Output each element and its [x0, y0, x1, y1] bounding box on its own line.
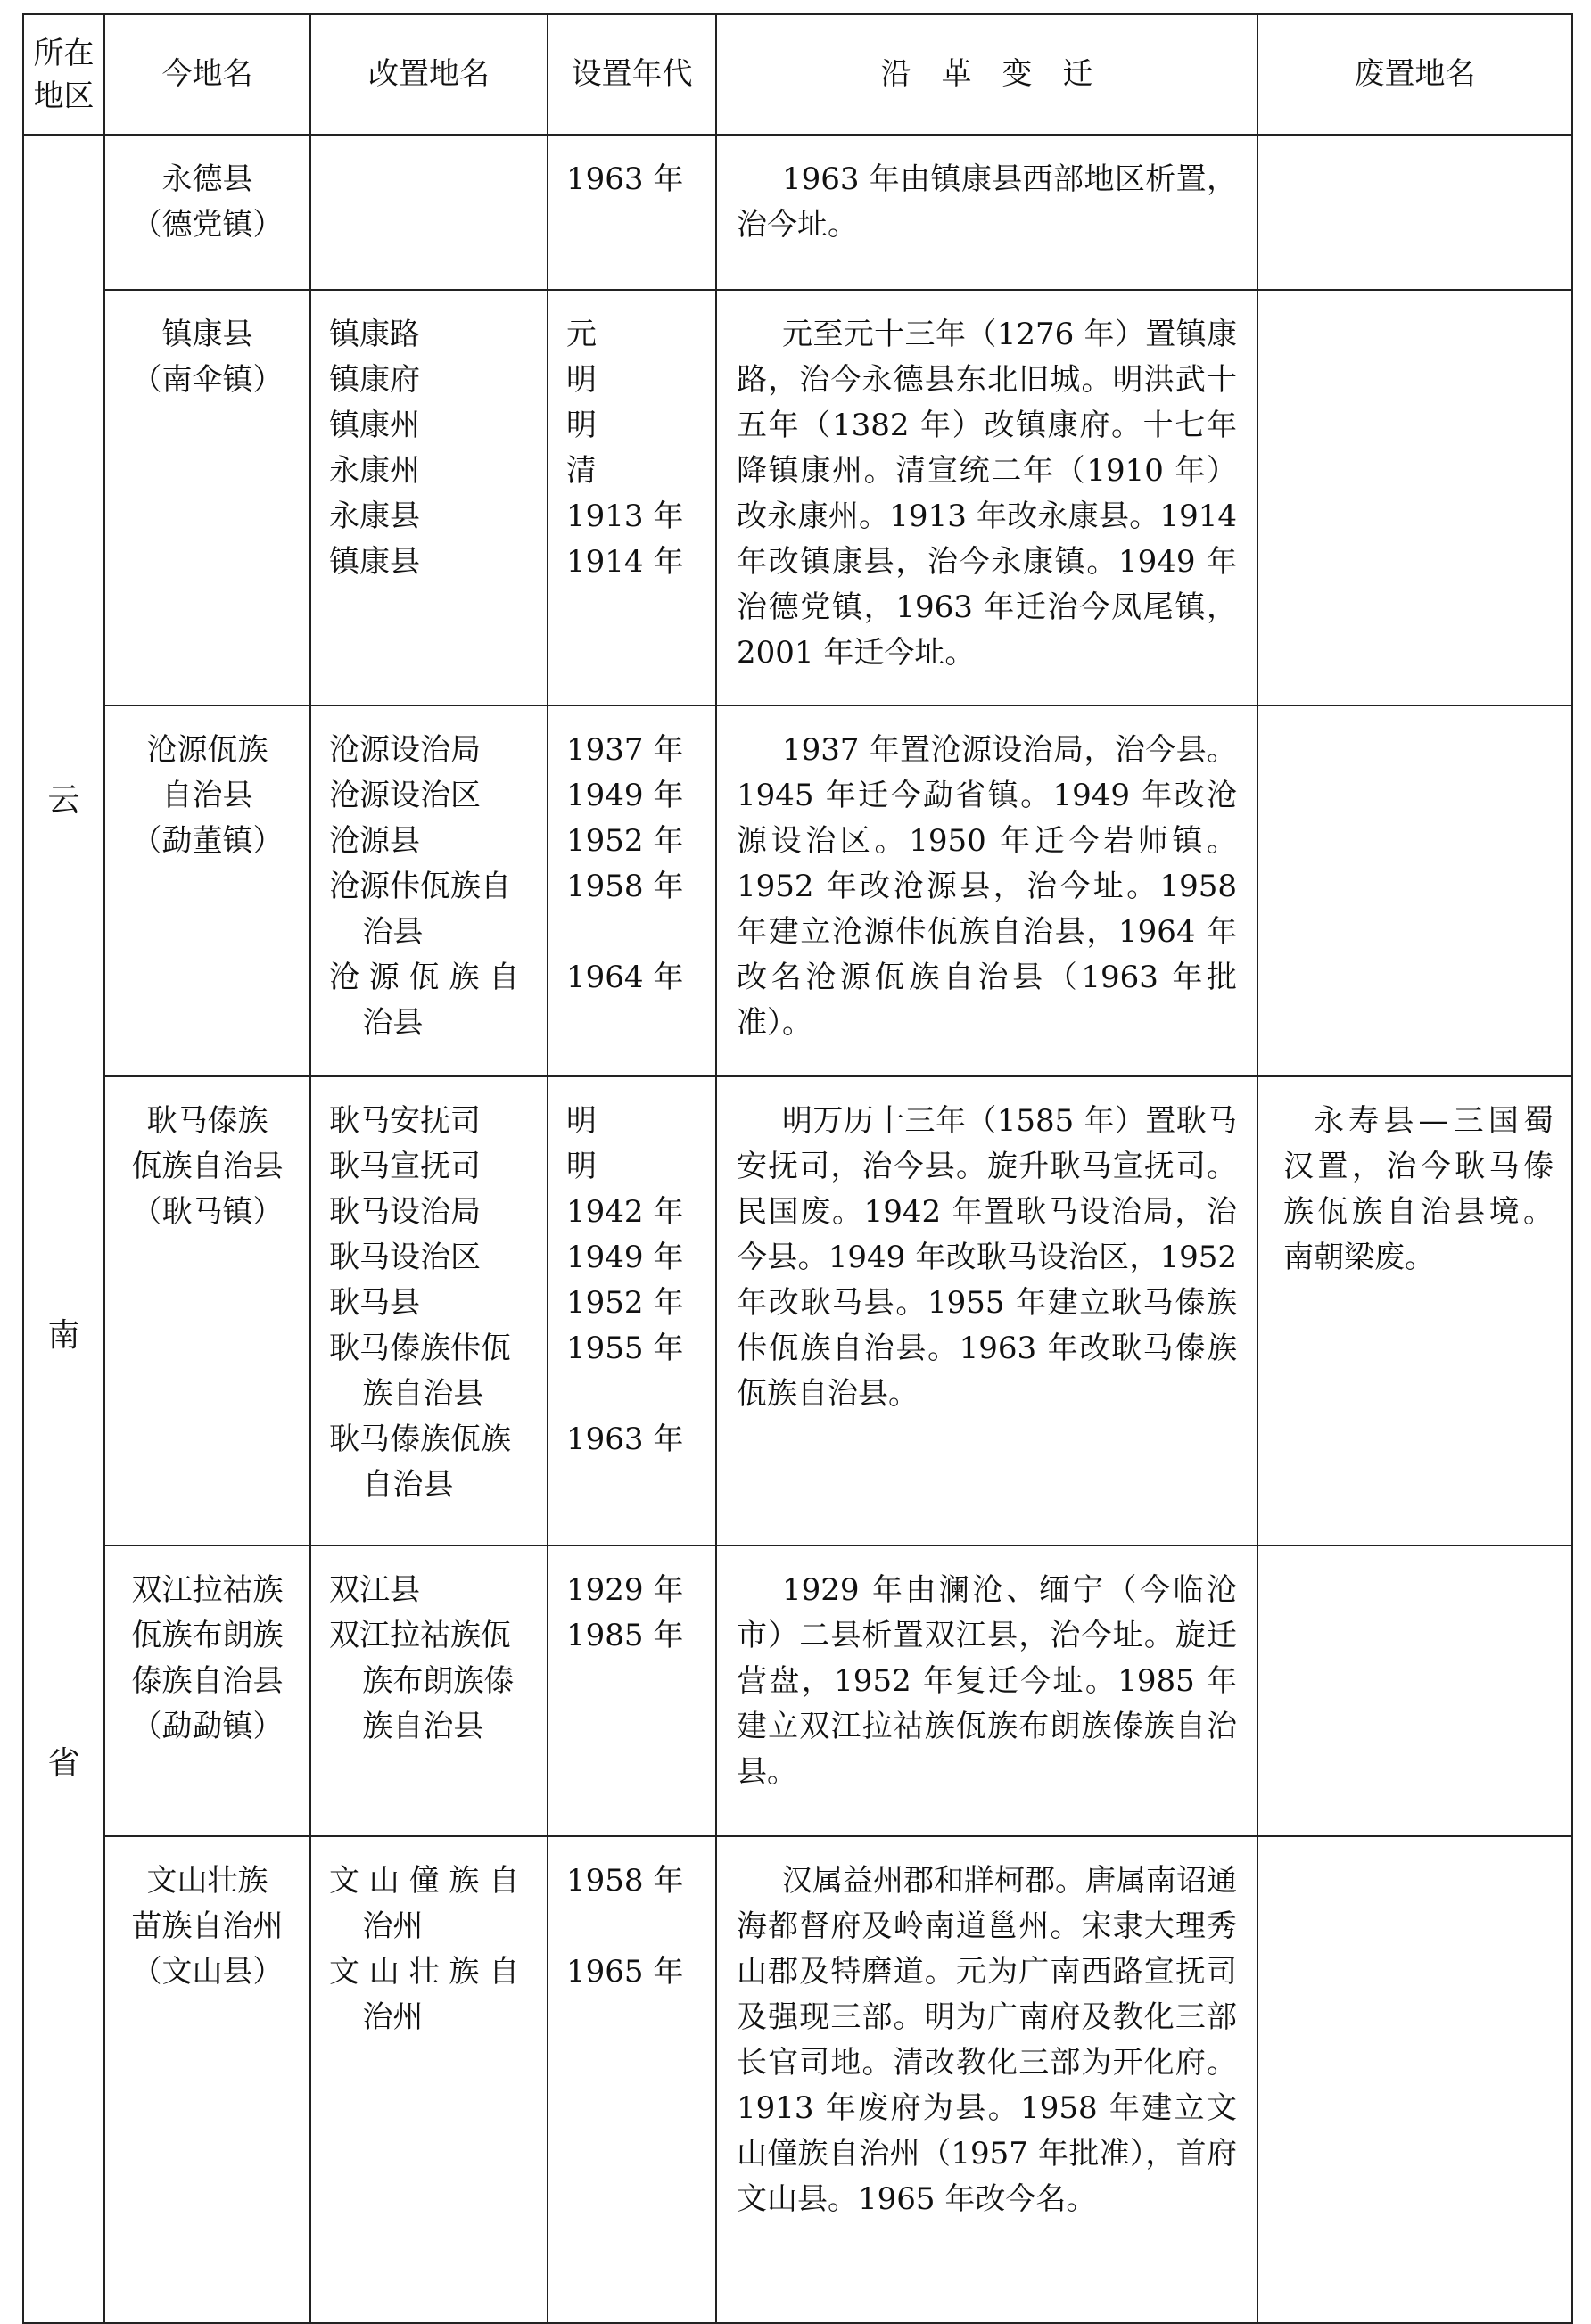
year-cell: 元 明 明 清 1913 年 1914 年 [548, 290, 716, 705]
current-name-cell: 沧源佤族 自治县 （勐董镇） [104, 705, 310, 1076]
history-cell: 明万历十三年（1585 年）置耿马安抚司，治今县。旋升耿马宣抚司。民国废。1942 年置耿马设治局，治今县。1949 年改耿马设治区，1952 年改耿马县。1955 年建立耿马傣族佧佤族自治县。1963 年改耿马傣族佤族自治县。 [716, 1076, 1257, 1545]
table-row [23, 1545, 1572, 1836]
header-abolished: 废置地名 [1257, 14, 1572, 135]
year-cell: 明 明 1942 年 1949 年 1952 年 1955 年 1963 年 [548, 1076, 716, 1545]
header-row [23, 14, 1572, 135]
abolished-cell: 永寿县—三国蜀汉置，治今耿马傣族佤族自治县境。南朝梁废。 [1257, 1076, 1572, 1545]
place-name-table [22, 13, 1573, 2324]
history-cell: 1929 年由澜沧、缅宁（今临沧市）二县析置双江县，治今址。旋迁营盘，1952 年复迁今址。1985 年建立双江拉祜族佤族布朗族傣族自治县。 [716, 1545, 1257, 1836]
header-current-name: 今地名 [104, 14, 310, 135]
region-char: 省 [47, 1745, 80, 1782]
former-name-cell: 耿马安抚司 耿马宣抚司 耿马设治局 耿马设治区 耿马县 耿马傣族佧佤 族自治县 耿马傣族佤族 自治县 [310, 1076, 548, 1545]
former-name-cell: 双江县 双江拉祜族佤 族布朗族傣 族自治县 [310, 1545, 548, 1836]
year-cell: 1929 年 1985 年 [548, 1545, 716, 1836]
former-name-cell: 文 山 僮 族 自 治州 文 山 壮 族 自 治州 [310, 1836, 548, 2323]
header-year-set: 设置年代 [548, 14, 716, 135]
table-row [23, 1076, 1572, 1545]
table-row [23, 705, 1572, 1076]
region-char: 南 [47, 1317, 80, 1354]
abolished-cell [1257, 135, 1572, 290]
abolished-cell [1257, 705, 1572, 1076]
abolished-cell [1257, 1545, 1572, 1836]
current-name-cell: 双江拉祜族 佤族布朗族 傣族自治县 （勐勐镇） [104, 1545, 310, 1836]
year-cell: 1963 年 [548, 135, 716, 290]
abolished-cell [1257, 290, 1572, 705]
former-name-cell [310, 135, 548, 290]
region-cell [23, 135, 104, 2323]
header-former-name: 改置地名 [310, 14, 548, 135]
current-name-cell: 镇康县 （南伞镇） [104, 290, 310, 705]
former-name-cell: 镇康路 镇康府 镇康州 永康州 永康县 镇康县 [310, 290, 548, 705]
current-name-cell: 耿马傣族 佤族自治县 （耿马镇） [104, 1076, 310, 1545]
year-cell: 1937 年 1949 年 1952 年 1958 年 1964 年 [548, 705, 716, 1076]
current-name-cell: 文山壮族 苗族自治州 （文山县） [104, 1836, 310, 2323]
history-cell: 汉属益州郡和牂柯郡。唐属南诏通海都督府及岭南道邕州。宋隶大理秀山郡及特磨道。元为广南西路宣抚司及强现三部。明为广南府及教化三部长官司地。清改教化三部为开化府。1913 年废府为县。1958 年建立文山僮族自治州（1957 年批准），首府文山县。1965 年改今名。 [716, 1836, 1257, 2323]
abolished-cell [1257, 1836, 1572, 2323]
region-char: 云 [47, 782, 80, 819]
current-name-cell: 永德县 （德党镇） [104, 135, 310, 290]
history-cell: 1963 年由镇康县西部地区析置，治今址。 [716, 135, 1257, 290]
document-page [22, 13, 1571, 2324]
table-row [23, 290, 1572, 705]
year-cell: 1958 年 1965 年 [548, 1836, 716, 2323]
history-cell: 1937 年置沧源设治局，治今县。1945 年迁今勐省镇。1949 年改沧源设治区。1950 年迁今岩师镇。1952 年改沧源县，治今址。1958 年建立沧源佧佤族自治县，1964 年改名沧源佤族自治县（1963 年批准）。 [716, 705, 1257, 1076]
header-region: 所在 地区 [23, 14, 104, 135]
former-name-cell: 沧源设治局 沧源设治区 沧源县 沧源佧佤族自 治县 沧 源 佤 族 自 治县 [310, 705, 548, 1076]
table-row [23, 1836, 1572, 2323]
header-history: 沿 革 变 迁 [716, 14, 1257, 135]
history-cell: 元至元十三年（1276 年）置镇康路，治今永德县东北旧城。明洪武十五年（1382 年）改镇康府。十七年降镇康州。清宣统二年（1910 年）改永康州。1913 年改永康县。1914 年改镇康县，治今永康镇。1949 年治德党镇，1963 年迁治今凤尾镇，2001 年迁今址。 [716, 290, 1257, 705]
table-row [23, 135, 1572, 290]
